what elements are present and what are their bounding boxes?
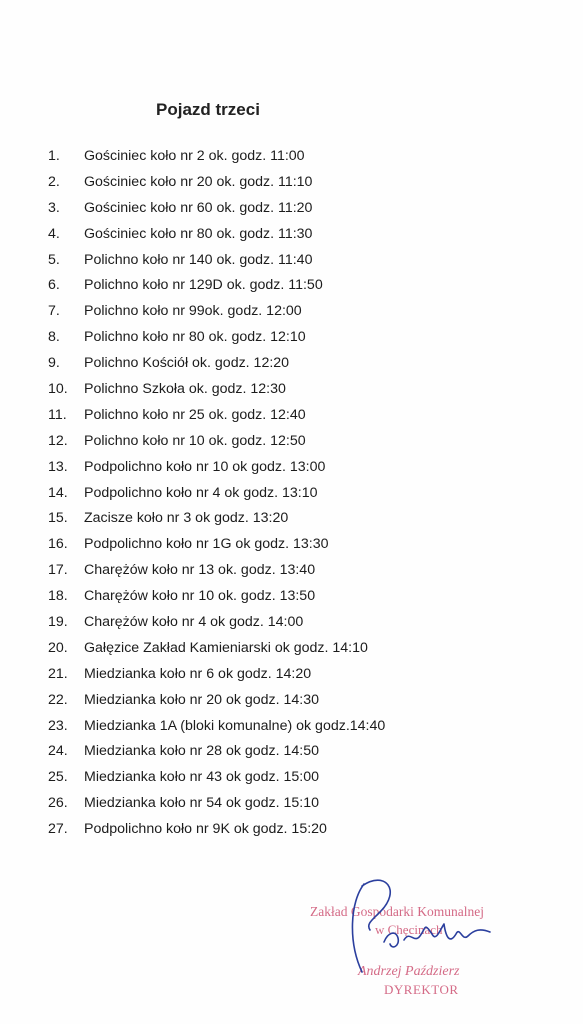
document-title: Pojazd trzeci (156, 100, 260, 119)
stop-number: 23. (48, 717, 68, 734)
stop-number: 12. (48, 432, 68, 449)
list-item (48, 298, 385, 324)
list-item (48, 143, 385, 169)
stop-description: Podpolichno koło nr 4 ok godz. 13:10 (84, 484, 318, 501)
stop-description: Polichno koło nr 25 ok. godz. 12:40 (84, 406, 306, 423)
list-item (48, 350, 385, 376)
stop-description: Polichno koło nr 129D ok. godz. 11:50 (84, 277, 323, 294)
stop-description: Miedzianka koło nr 6 ok godz. 14:20 (84, 665, 312, 682)
stop-description: Charężów koło nr 13 ok. godz. 13:40 (84, 562, 316, 579)
list-item (48, 195, 385, 221)
stop-description: Polichno koło nr 99ok. godz. 12:00 (84, 303, 302, 320)
handwritten-signature (340, 872, 500, 982)
list-item (48, 221, 385, 247)
stop-number: 7. (48, 303, 60, 320)
stop-number: 21. (48, 665, 68, 682)
stop-number: 19. (48, 613, 68, 630)
stamp-institution: Zakład Gospodarki Komunalnej (310, 904, 484, 919)
stop-number: 13. (48, 458, 68, 475)
stop-number: 4. (48, 225, 60, 242)
stop-description: Polichno Szkoła ok. godz. 12:30 (84, 380, 286, 397)
list-item (48, 531, 385, 557)
list-item (48, 557, 385, 583)
stop-description: Miedzianka koło nr 20 ok godz. 14:30 (84, 691, 320, 708)
stop-number: 14. (48, 484, 68, 501)
stop-description: Gościniec koło nr 2 ok. godz. 11:00 (84, 147, 305, 164)
stop-number: 17. (48, 562, 68, 579)
stop-number: 9. (48, 355, 60, 372)
stop-description: Gościniec koło nr 60 ok. godz. 11:20 (84, 199, 313, 216)
list-item (48, 247, 385, 273)
stop-number: 25. (48, 769, 68, 786)
stop-number: 16. (48, 536, 68, 553)
list-item (48, 816, 385, 842)
stamp-location: w Chęcinach (375, 922, 443, 937)
list-item (48, 505, 385, 531)
stop-description: Podpolichno koło nr 9K ok godz. 15:20 (84, 821, 327, 838)
stop-description: Charężów koło nr 10 ok. godz. 13:50 (84, 588, 316, 605)
list-item (48, 661, 385, 687)
stop-description: Polichno koło nr 140 ok. godz. 11:40 (84, 251, 313, 268)
stop-description: Podpolichno koło nr 1G ok godz. 13:30 (84, 536, 329, 553)
stop-number: 27. (48, 821, 68, 838)
list-item (48, 324, 385, 350)
stop-number: 20. (48, 639, 68, 656)
list-item (48, 402, 385, 428)
stop-description: Zacisze koło nr 3 ok godz. 13:20 (84, 510, 289, 527)
list-item (48, 609, 385, 635)
list-item (48, 583, 385, 609)
stop-number: 2. (48, 173, 60, 190)
stop-number: 11. (48, 406, 67, 423)
stop-description: Gałęzice Zakład Kamieniarski ok godz. 14:10 (84, 639, 368, 656)
stop-number: 3. (48, 199, 60, 216)
stop-description: Gościniec koło nr 20 ok. godz. 11:10 (84, 173, 313, 190)
stop-number: 5. (48, 251, 60, 268)
stop-number: 18. (48, 588, 68, 605)
stop-description: Miedzianka 1A (bloki komunalne) ok godz.14:40 (84, 717, 386, 734)
stop-description: Podpolichno koło nr 10 ok godz. 13:00 (84, 458, 326, 475)
list-item (48, 687, 385, 713)
stop-description: Miedzianka koło nr 54 ok godz. 15:10 (84, 795, 320, 812)
stop-description: Miedzianka koło nr 43 ok godz. 15:00 (84, 769, 320, 786)
list-item (48, 635, 385, 661)
list-item (48, 376, 385, 402)
list-item (48, 169, 385, 195)
list-item (48, 764, 385, 790)
list-item (48, 454, 385, 480)
stop-number: 26. (48, 795, 68, 812)
list-item (48, 480, 385, 506)
stop-description: Polichno koło nr 80 ok. godz. 12:10 (84, 329, 306, 346)
stop-number: 15. (48, 510, 68, 527)
list-item (48, 790, 385, 816)
stop-description: Polichno koło nr 10 ok. godz. 12:50 (84, 432, 306, 449)
stop-list (48, 143, 385, 842)
stamp-name: Andrzej Paździerz (358, 964, 460, 979)
stop-number: 10. (48, 380, 68, 397)
stop-description: Charężów koło nr 4 ok godz. 14:00 (84, 613, 304, 630)
list-item (48, 428, 385, 454)
stamp-position: DYREKTOR (384, 982, 459, 997)
list-item (48, 272, 385, 298)
stop-description: Polichno Kościół ok. godz. 12:20 (84, 355, 290, 372)
stop-description: Miedzianka koło nr 28 ok godz. 14:50 (84, 743, 320, 760)
stop-description: Gościniec koło nr 80 ok. godz. 11:30 (84, 225, 313, 242)
stop-number: 24. (48, 743, 68, 760)
stop-number: 1. (48, 147, 60, 164)
stop-number: 22. (48, 691, 68, 708)
stop-number: 8. (48, 329, 60, 346)
list-item (48, 738, 385, 764)
stop-number: 6. (48, 277, 60, 294)
list-item (48, 713, 385, 739)
